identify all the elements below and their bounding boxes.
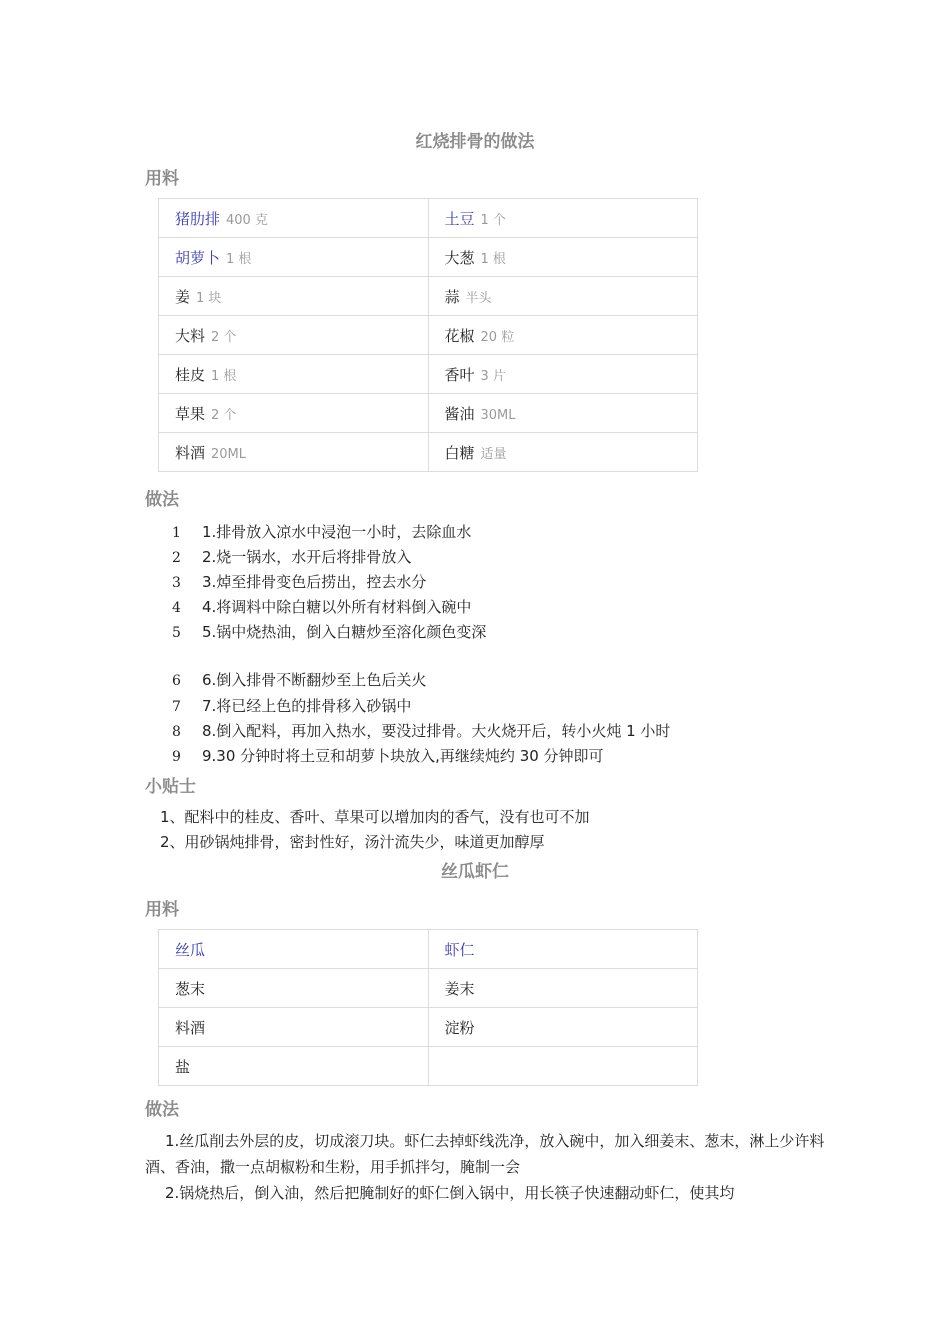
recipe-title: 红烧排骨的做法	[415, 132, 535, 152]
ingredient-name: 香叶	[444, 365, 475, 384]
ingredient-amount: 3 片	[480, 368, 506, 384]
ingredient-amount: 1 块	[196, 290, 222, 306]
method-heading: 做法	[145, 490, 179, 510]
step-text: 2.烧一锅水，水开后将排骨放入	[202, 548, 412, 566]
step-number: 5	[172, 625, 181, 641]
step-text: 9.30 分钟时将土豆和胡萝卜块放入,再继续炖约 30 分钟即可	[202, 747, 604, 765]
ingredient-name: 蒜	[444, 287, 460, 306]
ingredient-name[interactable]: 虾仁	[444, 940, 475, 959]
ingredient-name: 大料	[175, 326, 206, 345]
ingredient-row	[159, 199, 698, 238]
ingredient-cell	[428, 394, 698, 433]
step-number: 6	[172, 673, 181, 689]
step-item	[172, 720, 670, 742]
step-item	[172, 521, 471, 543]
ingredient-name: 葱末	[175, 979, 206, 998]
ingredient-cell	[159, 433, 429, 472]
ingredient-name: 姜末	[444, 979, 475, 998]
ingredient-row	[159, 1008, 698, 1047]
ingredient-amount: 1 个	[480, 212, 506, 228]
tip-item: 1、配料中的桂皮、香叶、草果可以增加肉的香气，没有也可不加	[160, 808, 590, 826]
ingredient-cell	[428, 433, 698, 472]
step-number: 8	[172, 724, 181, 740]
ingredient-name: 料酒	[175, 443, 206, 462]
ingredient-cell	[159, 969, 429, 1008]
ingredient-cell	[428, 969, 698, 1008]
ingredient-amount: 1 根	[211, 368, 237, 384]
ingredients-table	[158, 929, 698, 1086]
ingredient-row	[159, 394, 698, 433]
tips-heading: 小贴士	[145, 777, 196, 797]
ingredient-amount: 2 个	[211, 329, 237, 345]
ingredient-name: 酱油	[444, 404, 475, 423]
ingredient-cell	[159, 930, 429, 969]
step-item	[172, 745, 604, 767]
step-text: 5.锅中烧热油，倒入白糖炒至溶化颜色变深	[202, 623, 487, 641]
ingredient-cell	[428, 316, 698, 355]
recipe-title: 丝瓜虾仁	[441, 862, 509, 882]
ingredient-cell	[159, 1008, 429, 1047]
ingredient-row	[159, 355, 698, 394]
step-text: 4.将调料中除白糖以外所有材料倒入碗中	[202, 598, 472, 616]
ingredient-amount: 20ML	[211, 446, 247, 462]
method-paragraph: 2.锅烧热后，倒入油，然后把腌制好的虾仁倒入锅中，用长筷子快速翻动虾仁，使其均	[165, 1184, 735, 1202]
step-text: 8.倒入配料，再加入热水，要没过排骨。大火烧开后，转小火炖 1 小时	[202, 722, 671, 740]
step-number: 4	[172, 600, 181, 616]
step-text: 6.倒入排骨不断翻炒至上色后关火	[202, 671, 427, 689]
step-item	[172, 695, 411, 717]
ingredient-name: 姜	[175, 287, 191, 306]
ingredients-heading: 用料	[145, 900, 179, 920]
ingredient-row	[159, 1047, 698, 1086]
ingredient-cell	[159, 277, 429, 316]
step-item	[172, 546, 411, 568]
step-item	[172, 571, 426, 593]
ingredient-name: 盐	[175, 1057, 191, 1076]
ingredient-name: 桂皮	[175, 365, 206, 384]
ingredient-cell	[159, 316, 429, 355]
method-paragraph: 1.丝瓜削去外层的皮，切成滚刀块。虾仁去掉虾线洗净，放入碗中，加入细姜末、葱末，淋上少许料酒、香油，撒一点胡椒粉和生粉，用手抓拌匀，腌制一会	[145, 1132, 825, 1176]
ingredient-row	[159, 930, 698, 969]
ingredient-name: 大葱	[444, 248, 475, 267]
ingredient-cell	[159, 199, 429, 238]
step-number: 3	[172, 575, 181, 591]
ingredient-cell	[428, 238, 698, 277]
ingredients-heading: 用料	[145, 169, 179, 189]
ingredient-name: 花椒	[444, 326, 475, 345]
ingredient-amount: 1 根	[480, 251, 506, 267]
ingredient-name: 料酒	[175, 1018, 206, 1037]
step-text: 1.排骨放入凉水中浸泡一小时，去除血水	[202, 523, 472, 541]
ingredient-cell	[428, 930, 698, 969]
ingredient-cell	[428, 355, 698, 394]
ingredient-row	[159, 969, 698, 1008]
ingredients-table	[158, 198, 698, 472]
step-text: 7.将已经上色的排骨移入砂锅中	[202, 697, 412, 715]
ingredient-cell	[428, 1008, 698, 1047]
ingredient-amount: 20 粒	[480, 329, 515, 345]
ingredient-cell	[428, 277, 698, 316]
step-item	[172, 669, 426, 691]
ingredient-name[interactable]: 土豆	[444, 209, 475, 228]
ingredient-row	[159, 433, 698, 472]
ingredient-amount: 1 根	[226, 251, 252, 267]
step-item	[172, 596, 471, 618]
ingredient-amount: 30ML	[480, 407, 516, 423]
ingredient-name: 白糖	[444, 443, 475, 462]
ingredient-amount: 半头	[465, 290, 492, 306]
ingredient-cell	[159, 355, 429, 394]
step-number: 7	[172, 699, 181, 715]
ingredient-name[interactable]: 猪肋排	[175, 209, 221, 228]
step-text: 3.焯至排骨变色后捞出，控去水分	[202, 573, 427, 591]
ingredient-row	[159, 277, 698, 316]
ingredient-amount: 适量	[480, 446, 507, 462]
ingredient-amount: 400 克	[226, 212, 268, 228]
ingredient-cell	[159, 1047, 429, 1086]
ingredient-name[interactable]: 胡萝卜	[175, 248, 221, 267]
step-item	[172, 621, 486, 643]
step-number: 2	[172, 550, 181, 566]
tip-item: 2、用砂锅炖排骨，密封性好，汤汁流失少，味道更加醇厚	[160, 833, 545, 851]
ingredient-name: 淀粉	[444, 1018, 475, 1037]
ingredient-cell	[428, 199, 698, 238]
method-heading: 做法	[145, 1100, 179, 1120]
ingredient-name[interactable]: 丝瓜	[175, 940, 206, 959]
ingredient-cell	[428, 1047, 698, 1086]
ingredient-cell	[159, 238, 429, 277]
ingredient-amount: 2 个	[211, 407, 237, 423]
step-number: 9	[172, 749, 181, 765]
ingredient-row	[159, 316, 698, 355]
ingredient-name: 草果	[175, 404, 206, 423]
ingredient-cell	[159, 394, 429, 433]
ingredient-row	[159, 238, 698, 277]
step-number: 1	[172, 525, 181, 541]
